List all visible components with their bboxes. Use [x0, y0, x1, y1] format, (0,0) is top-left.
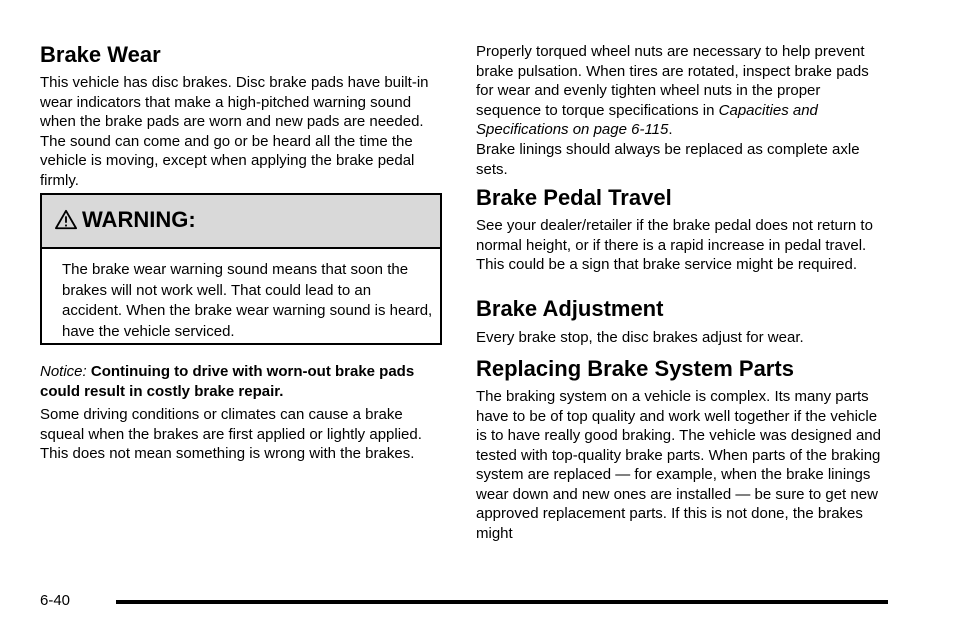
brake-adjustment-heading: Brake Adjustment — [476, 296, 664, 321]
warning-triangle-icon — [55, 209, 77, 231]
warning-header — [42, 195, 440, 249]
torque-text: Properly torqued wheel nuts are necessary to help prevent brake pulsation. When tires are rotated, inspect brake pads for wear and evenly tighten wheel nuts in the proper sequence to torque specifications in — [476, 43, 869, 119]
notice-paragraph — [40, 362, 420, 401]
brake-pedal-travel-paragraph: See your dealer/retailer if the brake pedal does not return to normal height, or if there is a rapid increase in pedal travel. This could be a sign that brake service might be required. — [476, 217, 873, 273]
brake-wear-heading: Brake Wear — [40, 42, 161, 67]
brake-pedal-travel-heading: Brake Pedal Travel — [476, 185, 672, 210]
notice-text: Continuing to drive with worn-out brake pads could result in costly brake repair. — [40, 363, 415, 400]
replacing-parts-heading: Replacing Brake System Parts — [476, 356, 794, 381]
warning-body: The brake wear warning sound means that soon the brakes will not work well. That could lead to an accident. When the brake wear warning sound is heard, have the vehicle serviced. — [62, 261, 433, 340]
footer-rule — [116, 600, 888, 604]
brake-wear-paragraph: This vehicle has disc brakes. Disc brake pads have built-in wear indicators that make a high-pitched warning sound when the brake pads are worn and new pads are needed. The sound can come and go or be heard all the time the vehicle is moving, except when applying the brake pedal firmly. — [40, 74, 429, 189]
warning-box — [40, 193, 442, 345]
torque-reference: Capacities and Specifications on page 6-115 — [476, 101, 818, 138]
torque-paragraph — [476, 42, 888, 140]
conditions-paragraph: Some driving conditions or climates can cause a brake squeal when the brakes are first applied or lightly applied. This does not mean something is wrong with the brakes. — [40, 406, 422, 462]
torque-period: . — [668, 121, 673, 138]
page-number: 6-40 — [40, 592, 71, 609]
linings-paragraph: Brake linings should always be replaced as complete axle sets. — [476, 141, 860, 178]
warning-title: WARNING: — [82, 207, 196, 232]
notice-label: Notice: — [40, 363, 87, 380]
replacing-parts-paragraph: The braking system on a vehicle is complex. Its many parts have to be of top quality and work well together if the vehicle is to have really good braking. The vehicle was designed and tested with top-quality brake parts. When parts of the braking system are replaced — for example, when the brake linings wear down and new ones are installed — be sure to get new approved replacement parts. If this is not done, the brakes might — [476, 388, 881, 542]
brake-adjustment-paragraph: Every brake stop, the disc brakes adjust for wear. — [476, 329, 804, 346]
